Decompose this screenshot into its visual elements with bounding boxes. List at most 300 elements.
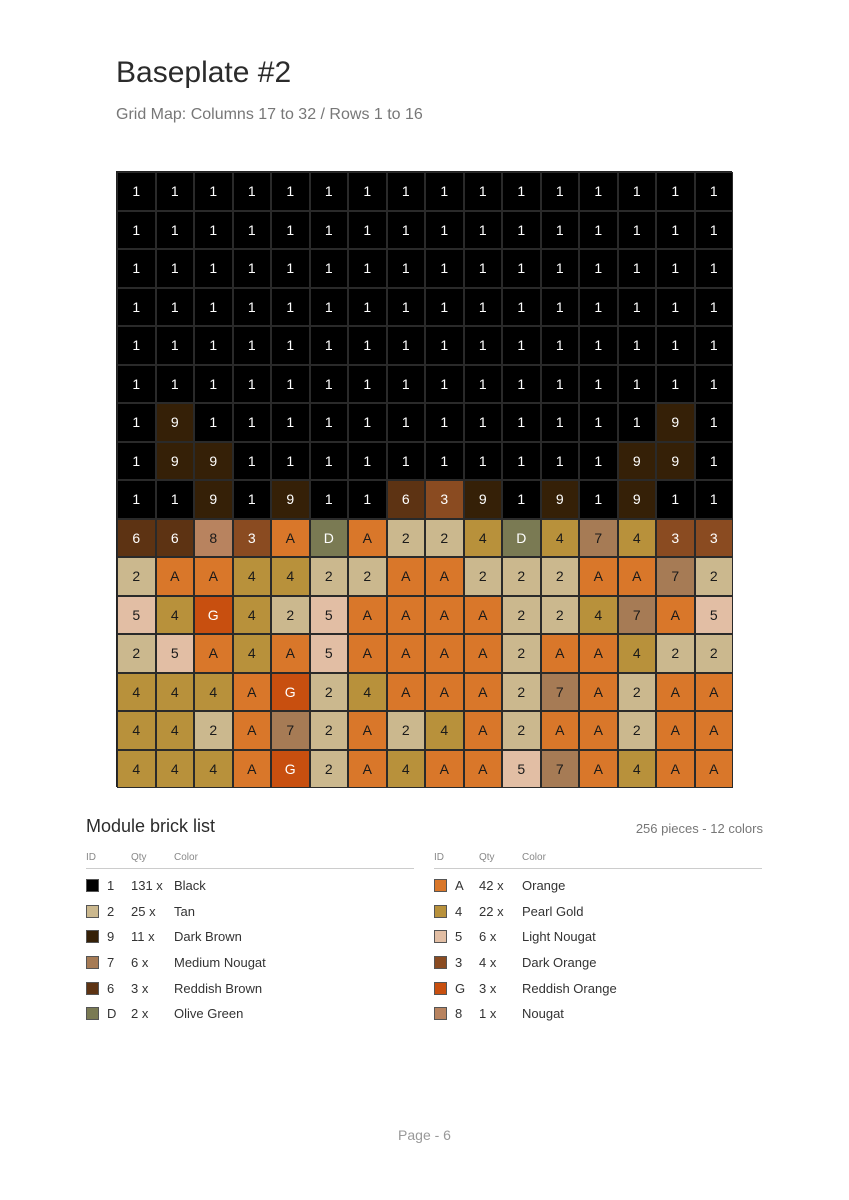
brick-qty: 11 x [131,929,155,945]
grid-cell: A [618,557,657,596]
header-qty: Qty [479,852,495,863]
color-swatch [86,1007,99,1020]
brick-color-name: Reddish Orange [522,980,617,996]
grid-cell: 1 [117,172,156,211]
grid-cell: 1 [271,249,310,288]
grid-cell: 1 [194,365,233,404]
grid-cell: A [348,519,387,558]
brick-id: D [107,1006,117,1022]
grid-cell: 2 [502,557,541,596]
grid-cell: 1 [464,442,503,481]
grid-cell: 1 [156,480,195,519]
grid-cell: 1 [117,288,156,327]
grid-cell: 1 [156,211,195,250]
grid-cell: 1 [502,249,541,288]
color-swatch [434,982,447,995]
grid-cell: A [464,711,503,750]
grid-cell: A [194,634,233,673]
grid-cell: 1 [117,249,156,288]
color-swatch [434,905,447,918]
grid-cell: 1 [618,403,657,442]
grid-cell: 1 [194,211,233,250]
grid-cell: A [579,711,618,750]
grid-cell: 4 [117,750,156,789]
brick-qty: 42 x [479,878,504,894]
grid-cell: 1 [233,480,272,519]
grid-cell: 1 [348,249,387,288]
brick-color-name: Orange [522,878,566,894]
brick-color-name: Pearl Gold [522,903,584,919]
color-swatch [434,930,447,943]
brick-list-item [434,975,762,1001]
grid-cell: A [233,711,272,750]
brick-list-item [86,1001,414,1027]
grid-cell: 4 [233,557,272,596]
brick-list-left [86,852,414,1027]
brick-id: 3 [455,955,463,971]
grid-cell: 1 [425,326,464,365]
grid-cell: 4 [387,750,426,789]
grid-cell: 1 [156,365,195,404]
grid-cell: 9 [194,442,233,481]
grid-cell: A [348,711,387,750]
grid-cell: A [579,634,618,673]
brick-id: A [455,878,464,894]
grid-cell: 1 [310,172,349,211]
grid-cell: 1 [502,211,541,250]
grid-cell: 2 [194,711,233,750]
grid-cell: 1 [271,365,310,404]
grid-cell: 1 [502,442,541,481]
grid-cell: 2 [502,596,541,635]
grid-cell: 1 [233,326,272,365]
brick-color-name: Light Nougat [522,929,596,945]
grid-cell: 1 [656,365,695,404]
grid-cell: 1 [233,365,272,404]
color-swatch [86,982,99,995]
grid-cell: 1 [695,326,734,365]
brick-list-header [86,852,414,869]
brick-list-item [434,1001,762,1027]
grid-cell: A [656,673,695,712]
grid-cell: 5 [117,596,156,635]
grid-cell: A [464,673,503,712]
brick-qty: 25 x [131,903,156,919]
brick-id: 7 [107,955,115,971]
grid-cell: 1 [425,403,464,442]
grid-cell: 4 [464,519,503,558]
brick-list-item [434,924,762,950]
grid-cell: 1 [271,442,310,481]
grid-cell: A [233,673,272,712]
grid-cell: 1 [541,172,580,211]
grid-cell: 4 [194,673,233,712]
grid-cell: 1 [156,326,195,365]
grid-cell: 1 [502,365,541,404]
grid-cell: A [541,711,580,750]
grid-cell: 1 [310,326,349,365]
grid-cell: 1 [541,365,580,404]
grid-cell: 1 [502,172,541,211]
grid-cell: 9 [271,480,310,519]
grid-cell: 4 [618,634,657,673]
grid-cell: 1 [695,211,734,250]
grid-cell: 1 [194,288,233,327]
grid-cell: 4 [156,711,195,750]
grid-cell: A [695,673,734,712]
grid-cell: 4 [156,673,195,712]
grid-cell: 1 [464,365,503,404]
grid-cell: 7 [656,557,695,596]
grid-cell: A [348,750,387,789]
header-qty: Qty [131,852,147,863]
grid-cell: 1 [425,211,464,250]
grid-cell: 1 [194,172,233,211]
grid-cell: 2 [464,557,503,596]
grid-cell: 4 [233,634,272,673]
grid-cell: A [387,557,426,596]
grid-cell: 1 [310,249,349,288]
grid-cell: 1 [348,442,387,481]
brick-color-name: Reddish Brown [174,980,263,996]
grid-cell: 1 [387,326,426,365]
grid-cell: 1 [541,403,580,442]
grid-cell: 2 [348,557,387,596]
grid-cell: 2 [310,711,349,750]
brick-color-name: Dark Brown [174,929,242,945]
brick-list-title: Module brick list [86,816,216,836]
brick-color-name: Medium Nougat [174,955,266,971]
grid-cell: A [464,596,503,635]
brick-qty: 131 x [131,878,163,894]
grid-cell: 1 [194,326,233,365]
grid-cell: 1 [117,403,156,442]
grid-cell: 1 [387,403,426,442]
grid-cell: G [194,596,233,635]
grid-cell: A [695,750,734,789]
grid-cell: 2 [310,557,349,596]
grid-cell: 4 [348,673,387,712]
grid-cell: 1 [194,403,233,442]
brick-qty: 3 x [131,980,149,996]
grid-cell: 1 [310,288,349,327]
grid-cell: 4 [579,596,618,635]
grid-cell: A [425,596,464,635]
brick-qty: 3 x [479,980,497,996]
grid-cell: 1 [695,288,734,327]
grid-cell: 1 [348,365,387,404]
grid-cell: 1 [233,403,272,442]
grid-cell: 2 [117,634,156,673]
grid-cell: 1 [541,326,580,365]
grid-cell: 1 [310,442,349,481]
grid-cell: 1 [117,326,156,365]
grid-cell: 5 [310,634,349,673]
grid-cell: 9 [618,480,657,519]
grid-cell: 1 [348,480,387,519]
grid-cell: 1 [156,288,195,327]
grid-cell: 1 [194,249,233,288]
grid-cell: 1 [233,249,272,288]
grid-cell: A [156,557,195,596]
grid-cell: 9 [656,403,695,442]
brick-qty: 6 x [479,929,497,945]
grid-cell: 6 [117,519,156,558]
grid-cell: 1 [310,365,349,404]
grid-cell: 1 [656,326,695,365]
grid-cell: 1 [695,403,734,442]
brick-id: 5 [455,929,463,945]
brick-id: 1 [107,878,115,894]
grid-cell: 1 [387,249,426,288]
grid-cell: D [310,519,349,558]
grid-cell: 4 [618,519,657,558]
brick-list-header [434,852,762,869]
grid-cell: 1 [464,211,503,250]
grid-cell: 1 [695,480,734,519]
grid-cell: A [233,750,272,789]
grid-cell: 2 [502,711,541,750]
brick-color-name: Tan [174,903,195,919]
grid-cell: 1 [695,249,734,288]
grid-cell: 9 [156,403,195,442]
grid-cell: 1 [271,288,310,327]
header-id: ID [86,852,96,863]
grid-cell: 2 [271,596,310,635]
grid-cell: 1 [271,211,310,250]
grid-cell: 2 [117,557,156,596]
grid-cell: A [348,634,387,673]
grid-cell: 5 [695,596,734,635]
grid-cell: 1 [618,288,657,327]
grid-cell: 2 [541,596,580,635]
brick-list-item [434,950,762,976]
grid-cell: 1 [348,211,387,250]
grid-cell: 1 [348,326,387,365]
grid-cell: A [464,750,503,789]
grid-cell: 1 [387,288,426,327]
brick-list-item [86,975,414,1001]
brick-list-item [434,873,762,899]
grid-cell: 1 [271,403,310,442]
grid-cell: 3 [656,519,695,558]
grid-cell: 1 [117,480,156,519]
grid-cell: 1 [310,480,349,519]
grid-cell: A [425,634,464,673]
grid-cell: 7 [541,673,580,712]
grid-cell: 4 [233,596,272,635]
brick-list-rows [434,869,762,1027]
grid-cell: 1 [579,211,618,250]
grid-cell: 1 [271,172,310,211]
brick-list-right [434,852,762,1027]
grid-cell: 1 [541,249,580,288]
grid-cell: A [271,634,310,673]
grid-cell: 1 [502,480,541,519]
grid-cell: 1 [310,403,349,442]
grid-cell: A [656,711,695,750]
grid-cell: 1 [464,172,503,211]
grid-cell: 4 [117,711,156,750]
grid-cell: 1 [233,211,272,250]
grid-cell: 1 [618,172,657,211]
grid-cell: 1 [502,403,541,442]
grid-cell: 9 [156,442,195,481]
grid-cell: 1 [117,365,156,404]
grid-cell: 1 [425,442,464,481]
grid-cell: A [579,557,618,596]
grid-cell: 6 [156,519,195,558]
grid-cell: 1 [233,442,272,481]
brick-id: 6 [107,980,115,996]
brick-list-item [86,924,414,950]
grid-cell: 4 [117,673,156,712]
grid-cell: 9 [194,480,233,519]
grid-cell: 1 [233,288,272,327]
grid-cell: 1 [117,211,156,250]
grid-cell: 4 [271,557,310,596]
brick-color-name: Dark Orange [522,955,597,971]
grid-cell: 1 [541,288,580,327]
grid-cell: A [425,750,464,789]
grid-cell: 1 [579,288,618,327]
grid-cell: 9 [656,442,695,481]
color-swatch [86,956,99,969]
grid-cell: 1 [156,172,195,211]
grid-cell: 2 [425,519,464,558]
grid-cell: 1 [618,211,657,250]
grid-cell: 1 [425,288,464,327]
grid-cell: 1 [541,442,580,481]
grid-cell: 1 [618,249,657,288]
color-swatch [434,1007,447,1020]
grid-cell: A [541,634,580,673]
brick-id: 8 [455,1006,463,1022]
grid-cell: 1 [618,326,657,365]
grid-cell: 5 [502,750,541,789]
grid-cell: 1 [387,211,426,250]
grid-cell: A [579,673,618,712]
color-swatch [86,905,99,918]
grid-cell: 1 [656,480,695,519]
grid-cell: 1 [464,326,503,365]
grid-cell: 6 [387,480,426,519]
brick-qty: 6 x [131,955,149,971]
grid-cell: 1 [656,288,695,327]
grid-cell: A [348,596,387,635]
grid-cell: 1 [387,365,426,404]
brick-qty: 2 x [131,1006,149,1022]
color-swatch [434,879,447,892]
grid-cell: G [271,673,310,712]
grid-cell: 1 [579,249,618,288]
grid-cell: D [502,519,541,558]
grid-cell: A [387,596,426,635]
grid-cell: 7 [541,750,580,789]
brick-id: 2 [107,903,115,919]
grid-cell: 2 [541,557,580,596]
page-number: Page - 6 [398,1127,451,1143]
grid-cell: 1 [502,288,541,327]
color-swatch [434,956,447,969]
header-id: ID [434,852,444,863]
grid-cell: 3 [695,519,734,558]
brick-list-item [86,899,414,925]
grid-cell: 9 [464,480,503,519]
grid-cell: 1 [579,172,618,211]
brick-id: 9 [107,929,115,945]
grid-cell: 2 [310,750,349,789]
grid-cell: 4 [156,596,195,635]
grid-cell: 1 [695,365,734,404]
grid-cell: 1 [579,326,618,365]
grid-cell: 1 [579,365,618,404]
grid-cell: 1 [695,442,734,481]
grid-cell: 4 [541,519,580,558]
grid-cell: 1 [579,442,618,481]
brick-qty: 4 x [479,955,497,971]
grid-cell: A [656,596,695,635]
grid-cell: A [695,711,734,750]
mosaic-grid [116,171,732,787]
grid-cell: 1 [695,172,734,211]
grid-cell: 1 [464,249,503,288]
grid-cell: 1 [425,172,464,211]
grid-cell: 9 [618,442,657,481]
header-color: Color [522,852,546,863]
grid-cell: 1 [618,365,657,404]
brick-list-summary: 256 pieces - 12 colors [635,821,763,836]
grid-cell: 1 [348,172,387,211]
grid-cell: 1 [579,403,618,442]
grid-cell: 1 [579,480,618,519]
grid-cell: 1 [541,211,580,250]
brick-color-name: Olive Green [174,1006,244,1022]
grid-cell: A [464,634,503,673]
grid-cell: 4 [618,750,657,789]
grid-cell: 2 [618,673,657,712]
grid-cell: 7 [579,519,618,558]
grid-cell: 1 [387,172,426,211]
grid-cell: 2 [695,634,734,673]
grid-cell: 3 [233,519,272,558]
grid-cell: 2 [618,711,657,750]
grid-cell: 4 [425,711,464,750]
grid-cell: 4 [156,750,195,789]
page-title: Baseplate #2 [116,56,292,89]
grid-cell: 1 [464,403,503,442]
brick-id: 4 [455,903,463,919]
grid-cell: 1 [233,172,272,211]
grid-cell: 5 [310,596,349,635]
grid-cell: 1 [348,403,387,442]
brick-qty: 1 x [479,1006,497,1022]
grid-cell: 3 [425,480,464,519]
brick-list-item [86,950,414,976]
grid-cell: A [271,519,310,558]
grid-cell: A [387,673,426,712]
grid-cell: 1 [656,249,695,288]
grid-cell: 1 [656,211,695,250]
grid-cell: 1 [387,442,426,481]
grid-cell: 2 [502,634,541,673]
grid-subtitle: Grid Map: Columns 17 to 32 / Rows 1 to 16 [116,106,423,123]
grid-cell: A [194,557,233,596]
grid-cell: 2 [310,673,349,712]
brick-list-item [434,899,762,925]
grid-cell: A [579,750,618,789]
grid-cell: 1 [117,442,156,481]
